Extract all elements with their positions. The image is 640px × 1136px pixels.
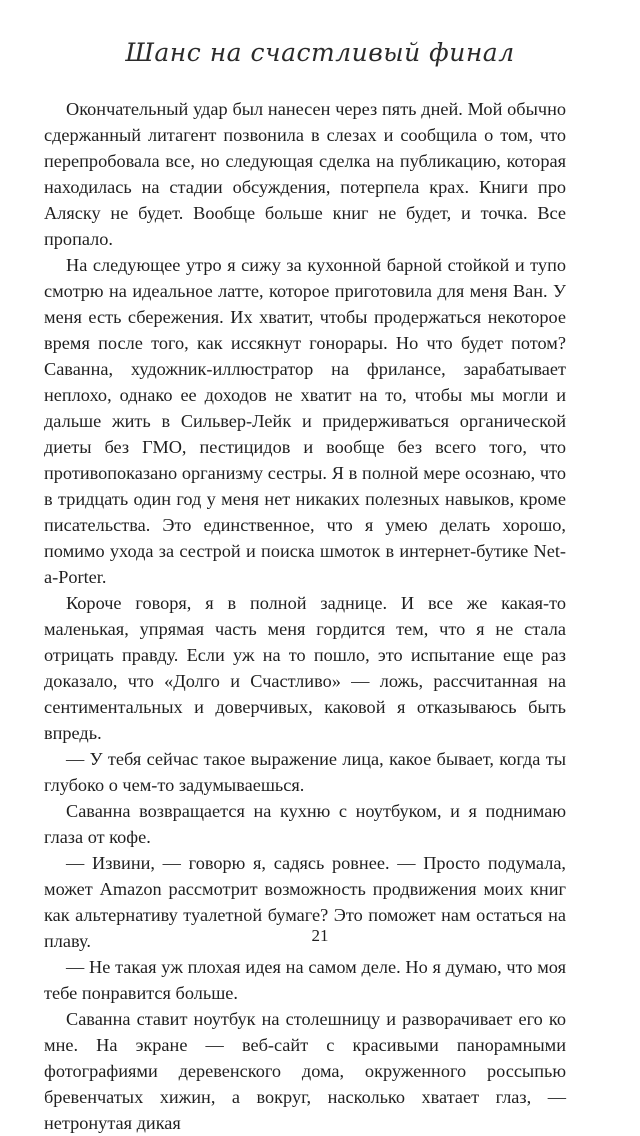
paragraph: Короче говоря, я в полной заднице. И все же какая-то маленькая, упрямая часть меня гордится тем, что я не стала отрицать правду. Если уж на то пошло, это испытание еще раз доказало, что «Долго и Счастливо» — ложь, рассчитанная на сентиментальных и доверчивых, каковой я отказываюсь быть впредь. <box>44 593 566 743</box>
paragraph: Окончательный удар был нанесен через пять дней. Мой обычно сдержанный литагент позвонила в слезах и сообщила о том, что перепробовала все, но следующая сделка на публикацию, которая находилась на стадии обсуждения, потерпела крах. Книги про Аляску не будет. Вообще больше книг не будет, и точка. Все пропало. <box>44 99 566 249</box>
paragraph: На следующее утро я сижу за кухонной барной стойкой и тупо смотрю на идеальное латте, которое приготовила для меня Ван. У меня есть сбережения. Их хватит, чтобы продержаться некоторое время после того, как иссякнут гонорары. Но что будет потом? Саванна, художник-иллюстратор на фрилансе, зарабатывает неплохо, однако ее доходов не хватит на то, чтобы мы могли и дальше жить в Сильвер-Лейк и придерживаться органической диеты без ГМО, пестицидов и вообще без всего того, что противопоказано организму сестры. Я в полной мере осознаю, что в тридцать один год у меня нет никаких полезных навыков, кроме писательства. Это единственное, что я умею делать хорошо, помимо ухода за сестрой и поиска шмоток в интернет-бутике Net-a-Porter. <box>44 255 566 587</box>
dialogue-paragraph: — У тебя сейчас такое выражение лица, какое бывает, когда ты глубоко о чем-то задумываешься. <box>44 749 566 795</box>
running-header-title: Шанс на счастливый финал <box>125 38 515 67</box>
paragraph: Саванна ставит ноутбук на столешницу и разворачивает его ко мне. На экране — веб-сайт с красивыми панорамными фотографиями деревенского дома, окруженного россыпью бревенчатых хижин, а вокруг, насколько хватает глаз, — нетронутая дикая <box>44 1009 566 1133</box>
dialogue-paragraph: — Извини, — говорю я, садясь ровнее. — Просто подумала, может Amazon рассмотрит возможность продвижения моих книг как альтернативу туалетной бумаге? Это поможет нам остаться на плаву. <box>44 853 566 951</box>
dialogue-paragraph: — Не такая уж плохая идея на самом деле. Но я думаю, что моя тебе понравится больше. <box>44 957 566 1003</box>
page-number: 21 <box>311 926 329 945</box>
body-text <box>44 96 566 1136</box>
paragraph: Саванна возвращается на кухню с ноутбуком, и я поднимаю глаза от кофе. <box>44 801 566 847</box>
